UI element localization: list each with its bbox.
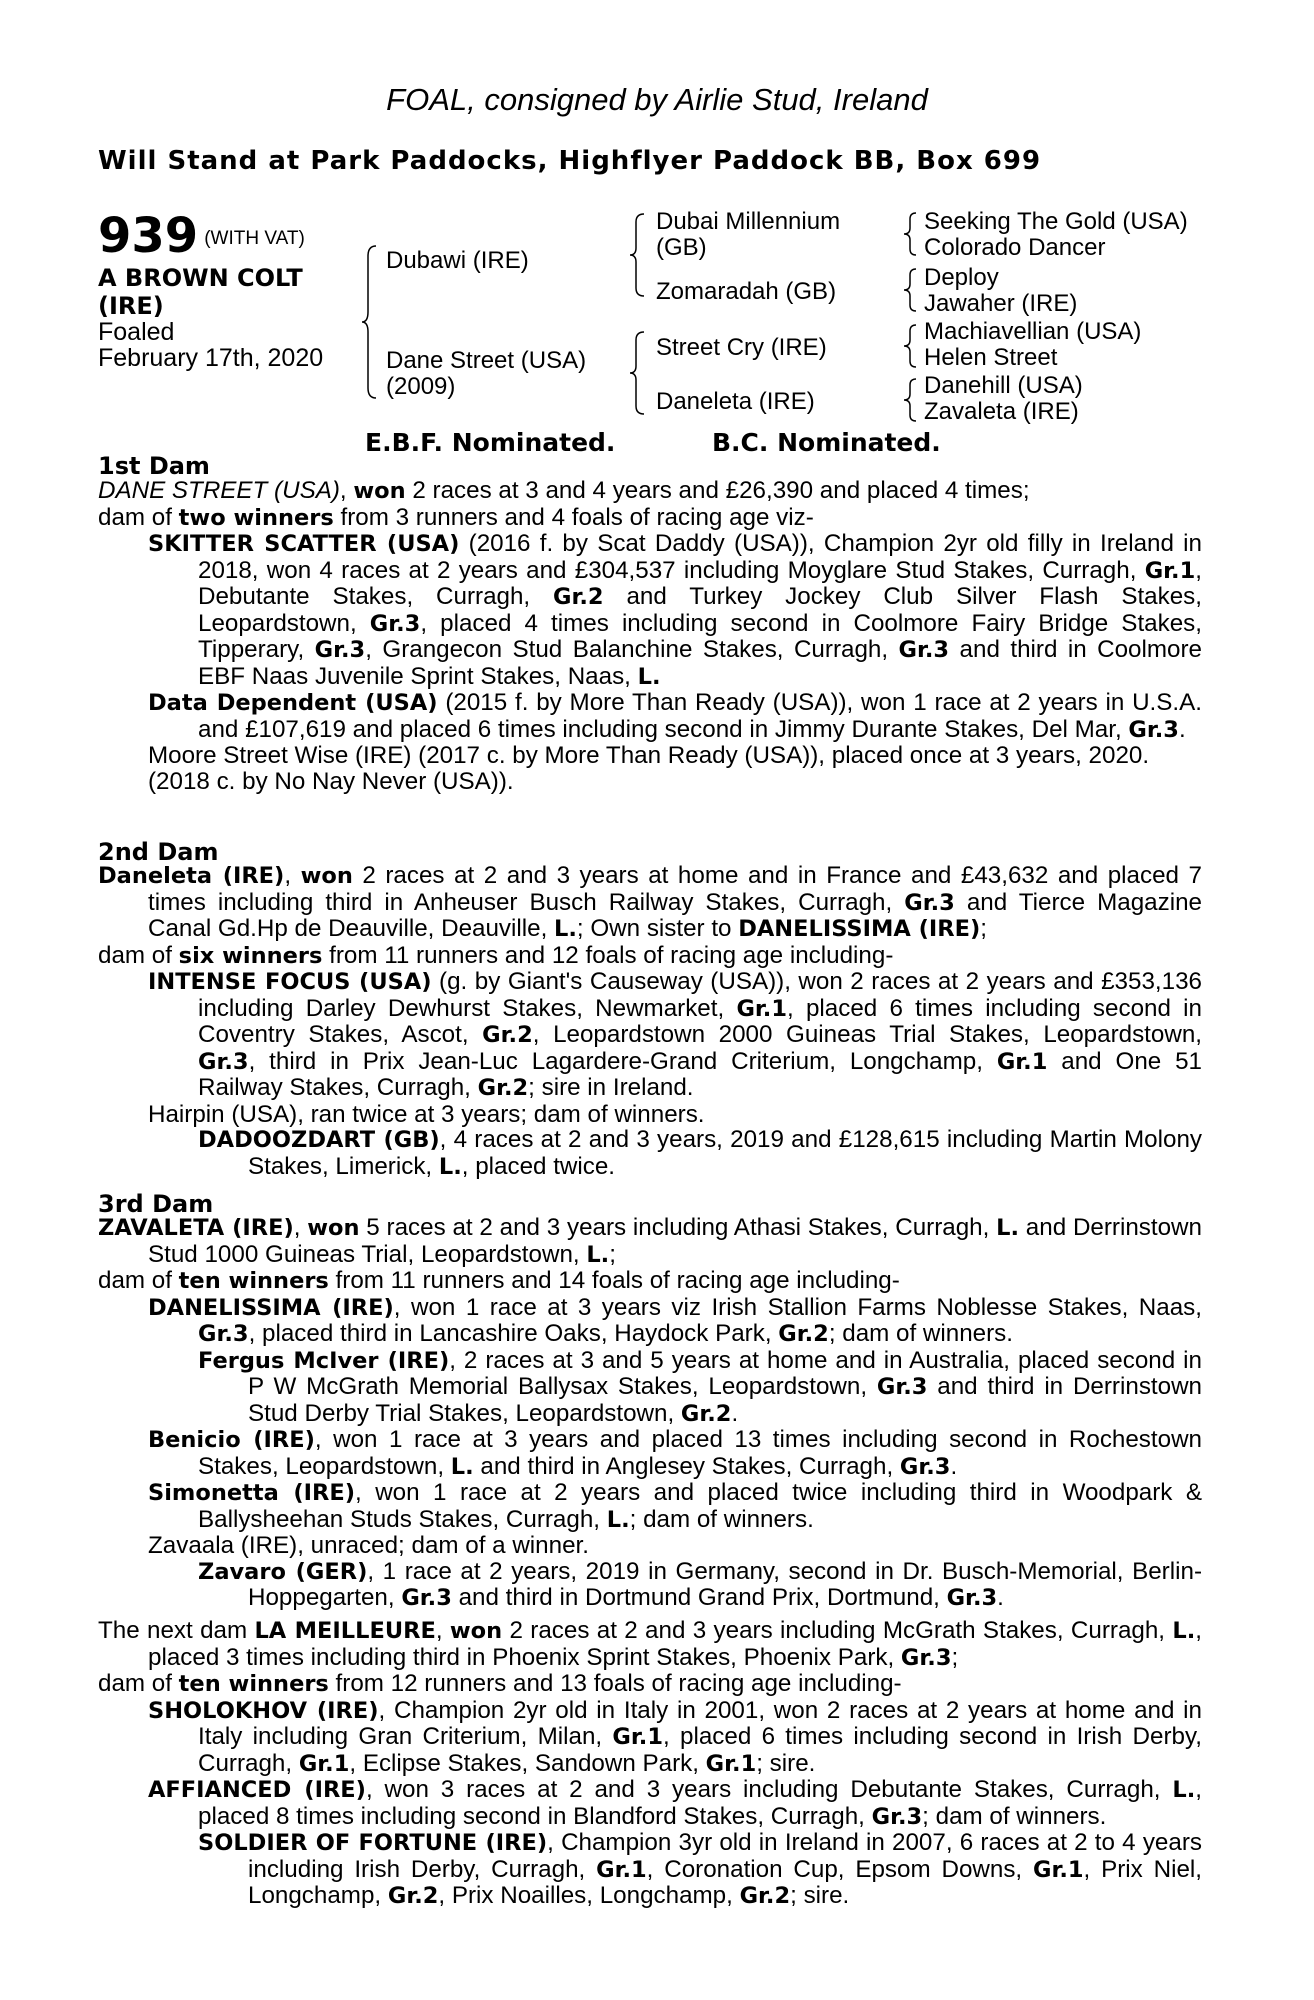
progeny-data-dependent: Data Dependent (USA) (2015 f. by More Than Ready (USA)), won 1 race at 2 years in U.S.A. and £107,619 and placed 6 times including second in Jimmy Durante Stakes, Del Mar, Gr.3. [148, 689, 1202, 743]
first-dam-summary: DANE STREET (USA), won 2 races at 3 and 4 years and £26,390 and placed 4 times; [98, 477, 1030, 504]
ped-dsd: Helen Street [924, 344, 1058, 371]
ped-sss: Seeking The Gold (USA) [924, 208, 1188, 235]
progeny-zavaro: Zavaro (GER), 1 race at 2 years, 2019 in Germany, second in Dr. Busch-Memorial, Berlin-Hoppegarten, Gr.3 and third in Dortmund Grand Prix, Dortmund, Gr.3. [198, 1557, 1202, 1611]
ped-ssd: Colorado Dancer [924, 234, 1106, 261]
next-dam-summary: The next dam LA MEILLEURE, won 2 races at 2 and 3 years including McGrath Stakes, Curragh, L., placed 3 times including third in Phoenix Sprint Stakes, Phoenix Park, Gr.3; [98, 1617, 1202, 1671]
second-dam-body [98, 863, 1202, 1180]
sire-sire-country: (GB) [656, 234, 707, 261]
next-dam-body [98, 1618, 1202, 1910]
progeny-danelissima: DANELISSIMA (IRE), won 1 race at 3 years viz Irish Stallion Farms Noblesse Stakes, Naas, Gr.3, placed third in Lancashire Oaks, Haydock Park, Gr.2; dam of winners. [148, 1293, 1202, 1347]
progeny-2018-colt: (2018 c. by No Nay Never (USA)). [148, 767, 514, 795]
first-dam-produce: dam of two winners from 3 runners and 4 foals of racing age viz- [98, 503, 814, 531]
next-dam-produce: dam of ten winners from 12 runners and 13 foals of racing age including- [98, 1670, 902, 1697]
progeny-fergus-mciver: Fergus McIver (IRE), 2 races at 3 and 5 years at home and in Australia, placed second in P W McGrath Memorial Ballysax Stakes, Leopardstown, Gr.3 and third in Derrinstown Stud Derby Trial Stakes, Leopardstown, Gr.2. [198, 1346, 1202, 1427]
progeny-moore-street-wise: Moore Street Wise (IRE) (2017 c. by More Than Ready (USA)), placed once at 3 years, 2020. [148, 742, 1150, 769]
pedigree-bracket-ss [902, 210, 920, 258]
ped-dss: Machiavellian (USA) [924, 318, 1142, 345]
ped-sds: Deploy [924, 264, 999, 291]
third-dam-summary: ZAVALETA (IRE), won 5 races at 2 and 3 years including Athasi Stakes, Curragh, L. and Derrinstown Stud 1000 Guineas Trial, Leopardstown, L.; [98, 1214, 1202, 1268]
dam-sire: Street Cry (IRE) [656, 334, 827, 361]
progeny-skitter-scatter: SKITTER SCATTER (USA) (2016 f. by Scat Daddy (USA)), Champion 2yr old filly in Ireland in 2018, won 4 races at 2 years and £304,537 including Moyglare Stud Stakes, Curragh, Gr.1, Debutante Stakes, Curragh, Gr.2 and Turkey Jockey Club Silver Flash Stakes, Leopardstown, Gr.3, placed 4 times including second in Coolmore Fairy Bridge Stakes, Tipperary, Gr.3, Grangecon Stud Balanchine Stakes, Curragh, Gr.3 and third in Coolmore EBF Naas Juvenile Sprint Stakes, Naas, L. [148, 530, 1202, 690]
second-dam-heading: 2nd Dam [98, 838, 219, 866]
second-dam-summary: Daneleta (IRE), won 2 races at 2 and 3 years at home and in France and £43,632 and placed 7 times including third in Anheuser Busch Railway Stakes, Curragh, Gr.3 and Tierce Magazine Canal Gd.Hp de Deauville, Deauville, L.; Own sister to DANELISSIMA (IRE); [98, 862, 1203, 942]
first-dam-heading: 1st Dam [98, 452, 210, 480]
ped-sdd: Jawaher (IRE) [924, 290, 1078, 317]
ped-dds: Danehill (USA) [924, 372, 1083, 399]
bc-nominated: B.C. Nominated. [712, 428, 941, 457]
consignor-header: FOAL, consigned by Airlie Stud, Ireland [386, 82, 928, 117]
stand-location: Will Stand at Park Paddocks, Highflyer Paddock BB, Box 699 [98, 146, 1042, 176]
progeny-dadoozdart: DADOOZDART (GB), 4 races at 2 and 3 years, 2019 and £128,615 including Martin Molony Stakes, Limerick, L., placed twice. [198, 1126, 1202, 1180]
sire-sire: Dubai Millennium [656, 208, 841, 235]
progeny-soldier-of-fortune: SOLDIER OF FORTUNE (IRE), Champion 3yr old in Ireland in 2007, 6 races at 2 to 4 years including Irish Derby, Curragh, Gr.1, Coronation Cup, Epsom Downs, Gr.1, Prix Niel, Longchamp, Gr.2, Prix Noailles, Longchamp, Gr.2; sire. [198, 1829, 1203, 1909]
dam-name: Dane Street (USA) [386, 347, 587, 374]
progeny-intense-focus: INTENSE FOCUS (USA) (g. by Giant's Causeway (USA)), won 2 races at 2 years and £353,136 including Darley Dewhurst Stakes, Newmarket, Gr.1, placed 6 times including second in Coventry Stakes, Ascot, Gr.2, Leopardstown 2000 Guineas Trial Stakes, Leopardstown, Gr.3, third in Prix Jean-Luc Lagardere-Grand Criterium, Longchamp, Gr.1 and One 51 Railway Stakes, Curragh, Gr.2; sire in Ireland. [148, 968, 1202, 1101]
vat-note: (WITH VAT) [204, 228, 305, 249]
ped-ddd: Zavaleta (IRE) [924, 398, 1079, 425]
pedigree-bracket-sd [902, 266, 920, 314]
pedigree-bracket-dd [902, 376, 920, 424]
third-dam-body [98, 1215, 1202, 1612]
pedigree-bracket-sire [628, 210, 648, 300]
dam-dam: Daneleta (IRE) [656, 388, 815, 415]
dam-year: (2009) [386, 373, 456, 400]
pedigree-bracket-main [360, 242, 380, 402]
foaled-label: Foaled [98, 318, 175, 346]
progeny-hairpin: Hairpin (USA), ran twice at 3 years; dam of winners. [148, 1100, 705, 1128]
progeny-benicio: Benicio (IRE), won 1 race at 3 years and placed 13 times including second in Rochestown Stakes, Leopardstown, L. and third in Anglesey Stakes, Curragh, Gr.3. [148, 1426, 1202, 1480]
pedigree-bracket-ds [902, 322, 920, 370]
progeny-zavaala: Zavaala (IRE), unraced; dam of a winner. [148, 1532, 589, 1559]
third-dam-heading: 3rd Dam [98, 1190, 214, 1218]
progeny-affianced: AFFIANCED (IRE), won 3 races at 2 and 3 years including Debutante Stakes, Curragh, L., placed 8 times including second in Blandford Stakes, Curragh, Gr.3; dam of winners. [148, 1776, 1202, 1830]
pedigree-bracket-dam [628, 328, 648, 418]
sire-dam: Zomaradah (GB) [656, 278, 837, 305]
lot-description-country: (IRE) [98, 292, 164, 320]
lot-number-line [98, 210, 305, 262]
progeny-simonetta: Simonetta (IRE), won 1 race at 2 years and placed twice including third in Woodpark & Ballysheehan Studs Stakes, Curragh, L.; dam of winners. [148, 1479, 1202, 1533]
lot-number: 939 [98, 208, 199, 264]
third-dam-produce: dam of ten winners from 11 runners and 14 foals of racing age including- [98, 1267, 900, 1294]
second-dam-produce: dam of six winners from 11 runners and 12 foals of racing age including- [98, 941, 894, 969]
foaled-date: February 17th, 2020 [98, 344, 324, 372]
progeny-sholokhov: SHOLOKHOV (IRE), Champion 2yr old in Italy in 2001, won 2 races at 2 years at home and in Italy including Gran Criterium, Milan, Gr.1, placed 6 times including second in Irish Derby, Curragh, Gr.1, Eclipse Stakes, Sandown Park, Gr.1; sire. [148, 1696, 1202, 1777]
lot-description: A BROWN COLT [98, 264, 303, 292]
ebf-nominated: E.B.F. Nominated. [365, 428, 616, 457]
sire-name: Dubawi (IRE) [386, 247, 529, 274]
first-dam-body [98, 478, 1202, 794]
